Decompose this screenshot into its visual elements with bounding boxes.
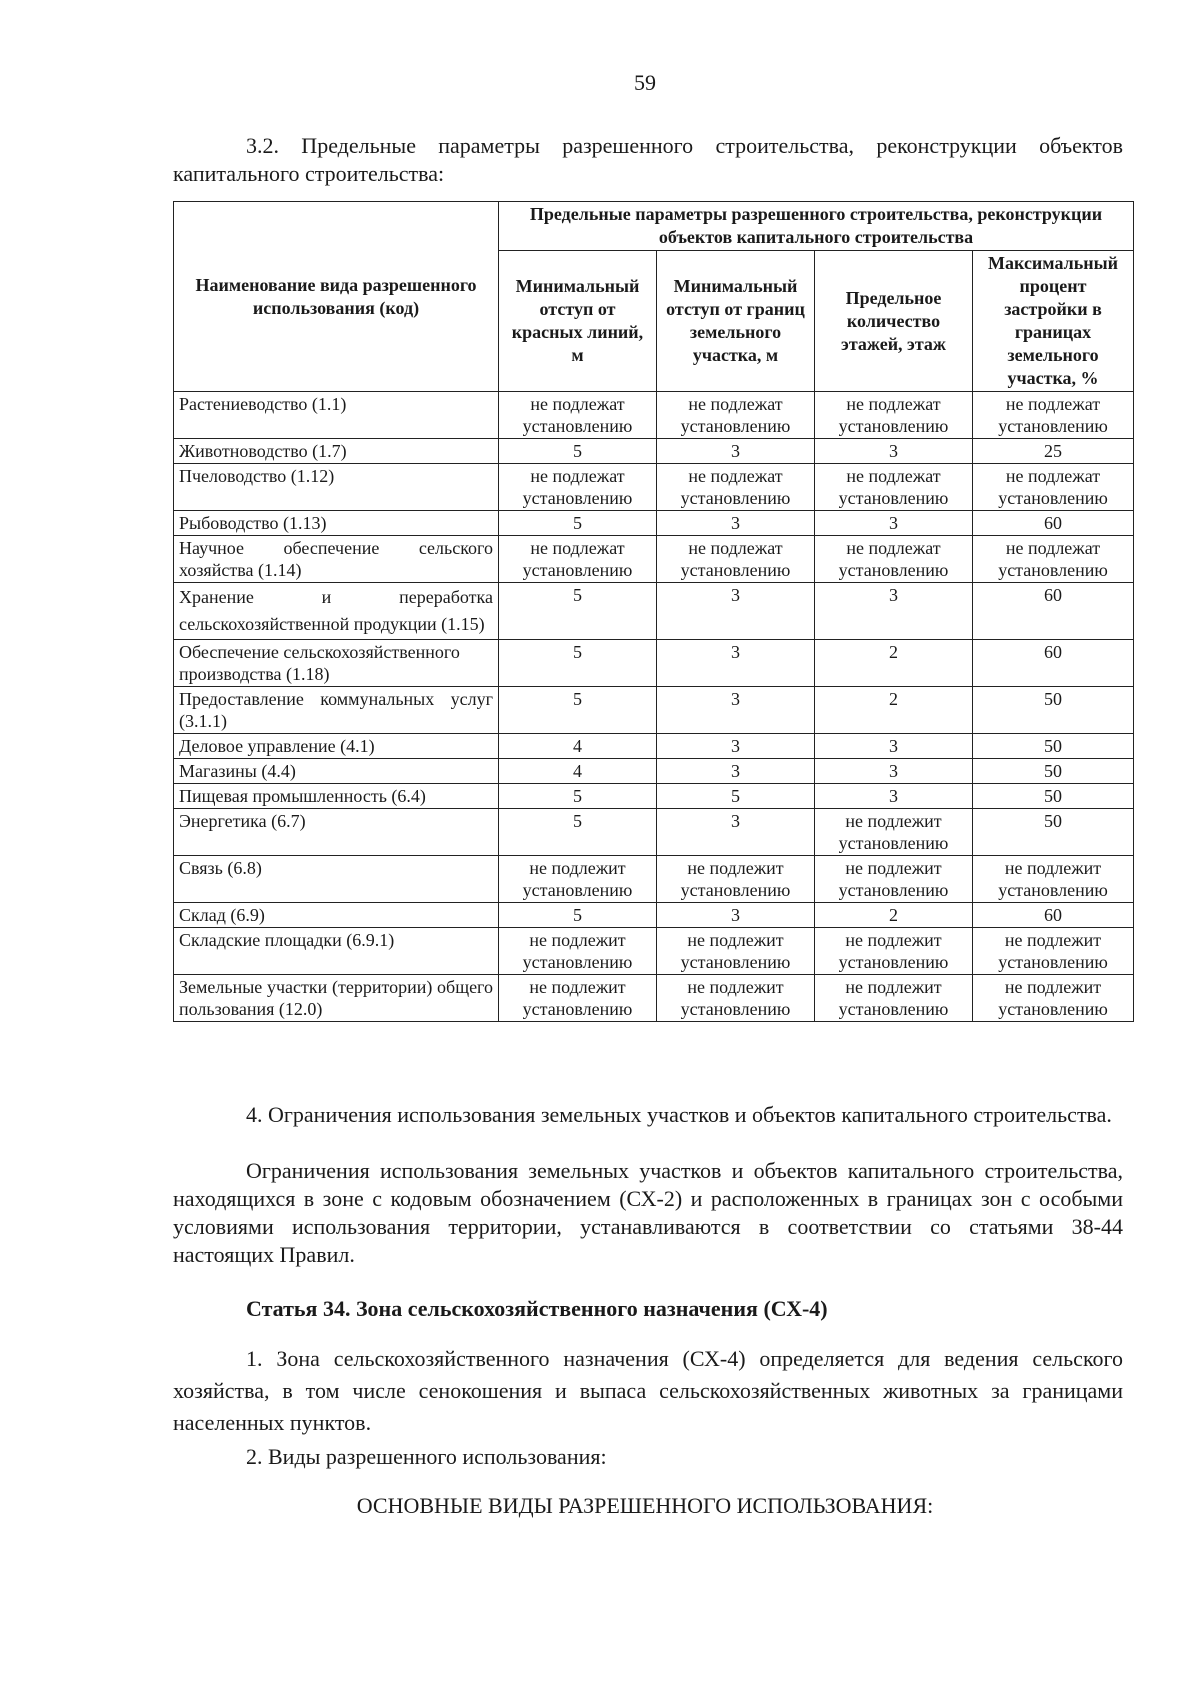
row-value: 5 [499, 809, 657, 856]
table-row [174, 809, 1134, 856]
row-value: 25 [973, 439, 1134, 464]
row-value: 2 [815, 687, 973, 734]
row-value: 50 [973, 759, 1134, 784]
row-name: Пчеловодство (1.12) [174, 464, 499, 511]
header-group: Предельные параметры разрешенного строительства, реконструкции объектов капитального строительства [499, 202, 1134, 251]
table-row [174, 903, 1134, 928]
row-value: не подлежит установлению [973, 856, 1134, 903]
table-row [174, 536, 1134, 583]
header-col2: Минимальный отступ от границ земельного участка, м [657, 251, 815, 392]
row-name: Складские площадки (6.9.1) [174, 928, 499, 975]
article34-paragraph-2: 2. Виды разрешенного использования: [246, 1444, 607, 1469]
row-name: Склад (6.9) [174, 903, 499, 928]
header-name: Наименование вида разрешенного использования (код) [174, 202, 499, 392]
row-name: Магазины (4.4) [174, 759, 499, 784]
row-value: 3 [657, 734, 815, 759]
parameters-table [173, 201, 1134, 1022]
row-value: 4 [499, 759, 657, 784]
table-row [174, 928, 1134, 975]
row-name: Растениеводство (1.1) [174, 392, 499, 439]
table-header-row [174, 202, 1134, 251]
row-value: не подлежит установлению [815, 975, 973, 1022]
row-value: не подлежит установлению [657, 928, 815, 975]
row-value: не подлежит установлению [815, 809, 973, 856]
row-name: Научное обеспечение сельского хозяйства (1.14) [174, 536, 499, 583]
row-value: не подлежат установлению [815, 464, 973, 511]
row-value: не подлежит установлению [499, 975, 657, 1022]
row-value: 3 [815, 583, 973, 640]
table-row [174, 392, 1134, 439]
row-value: 2 [815, 903, 973, 928]
row-value: 50 [973, 784, 1134, 809]
table-row [174, 784, 1134, 809]
page-number: 59 [634, 70, 656, 95]
row-value: 5 [499, 583, 657, 640]
row-value: 60 [973, 903, 1134, 928]
row-value: не подлежит установлению [499, 856, 657, 903]
row-value: 60 [973, 640, 1134, 687]
section4-body: Ограничения использования земельных участков и объектов капитального строительства, находящихся в зоне с кодовым обозначением (СХ-2) и расположенных в границах зон с особыми условиями использования территории, устанавливаются в соответствии со статьями 38-44 настоящих Правил. [173, 1158, 1123, 1267]
row-value: 5 [499, 903, 657, 928]
row-name: Обеспечение сельскохозяйственного производства (1.18) [174, 640, 499, 687]
article34-title: Статья 34. Зона сельскохозяйственного назначения (СХ-4) [246, 1296, 828, 1321]
header-col1: Минимальный отступ от красных линий, м [499, 251, 657, 392]
row-value: 5 [499, 640, 657, 687]
row-value: не подлежат установлению [499, 392, 657, 439]
table-row [174, 640, 1134, 687]
row-value: не подлежит установлению [815, 856, 973, 903]
article34-paragraph-1: 1. Зона сельскохозяйственного назначения (СХ-4) определяется для ведения сельского хозяйства, в том числе сенокошения и выпаса сельскохозяйственных животных за границами населенных пунктов. [173, 1346, 1123, 1435]
row-value: не подлежат установлению [657, 392, 815, 439]
table-row [174, 511, 1134, 536]
row-value: 50 [973, 809, 1134, 856]
header-col4: Максимальный процент застройки в границах земельного участка, % [973, 251, 1134, 392]
header-col3: Предельное количество этажей, этаж [815, 251, 973, 392]
row-value: не подлежат установлению [657, 464, 815, 511]
row-value: не подлежат установлению [973, 392, 1134, 439]
row-value: 3 [657, 759, 815, 784]
row-name: Связь (6.8) [174, 856, 499, 903]
table-row [174, 583, 1134, 640]
row-value: 3 [657, 809, 815, 856]
row-value: не подлежат установлению [973, 464, 1134, 511]
row-value: не подлежит установлению [499, 928, 657, 975]
row-value: 3 [815, 439, 973, 464]
table-row [174, 439, 1134, 464]
row-value: не подлежат установлению [499, 536, 657, 583]
row-value: 2 [815, 640, 973, 687]
row-name: Энергетика (6.7) [174, 809, 499, 856]
table-row [174, 687, 1134, 734]
row-value: не подлежат установлению [973, 536, 1134, 583]
row-value: 60 [973, 511, 1134, 536]
row-value: 50 [973, 734, 1134, 759]
row-value: 3 [657, 903, 815, 928]
row-value: 3 [657, 640, 815, 687]
row-name: Хранение и переработка сельскохозяйственной продукции (1.15) [174, 583, 499, 640]
row-value: не подлежат установлению [815, 536, 973, 583]
row-name: Животноводство (1.7) [174, 439, 499, 464]
row-value: 3 [657, 511, 815, 536]
row-value: не подлежит установлению [657, 856, 815, 903]
table-row [174, 464, 1134, 511]
row-value: не подлежит установлению [815, 928, 973, 975]
row-value: 3 [657, 687, 815, 734]
row-value: 60 [973, 583, 1134, 640]
main-uses-heading: ОСНОВНЫЕ ВИДЫ РАЗРЕШЕННОГО ИСПОЛЬЗОВАНИЯ: [356, 1493, 934, 1518]
row-name: Деловое управление (4.1) [174, 734, 499, 759]
row-value: 5 [499, 784, 657, 809]
row-name: Земельные участки (территории) общего пользования (12.0) [174, 975, 499, 1022]
row-value: 3 [815, 784, 973, 809]
row-value: не подлежат установлению [499, 464, 657, 511]
row-name: Пищевая промышленность (6.4) [174, 784, 499, 809]
row-value: не подлежит установлению [973, 928, 1134, 975]
row-value: 3 [815, 734, 973, 759]
row-value: 4 [499, 734, 657, 759]
intro-paragraph: 3.2. Предельные параметры разрешенного строительства, реконструкции объектов капитального строительства: [173, 133, 1123, 186]
row-value: 3 [815, 759, 973, 784]
section4-title: 4. Ограничения использования земельных участков и объектов капитального строительства. [246, 1102, 1112, 1127]
table-row [174, 734, 1134, 759]
row-name: Рыбоводство (1.13) [174, 511, 499, 536]
row-value: 50 [973, 687, 1134, 734]
row-value: 3 [657, 583, 815, 640]
row-value: 5 [499, 687, 657, 734]
table-row [174, 759, 1134, 784]
row-value: не подлежит установлению [973, 975, 1134, 1022]
row-value: 3 [657, 439, 815, 464]
row-value: 5 [499, 439, 657, 464]
row-value: не подлежат установлению [657, 536, 815, 583]
row-value: не подлежат установлению [815, 392, 973, 439]
table-row [174, 856, 1134, 903]
row-value: 3 [815, 511, 973, 536]
row-value: 5 [657, 784, 815, 809]
row-value: не подлежит установлению [657, 975, 815, 1022]
table-row [174, 975, 1134, 1022]
row-name: Предоставление коммунальных услуг (3.1.1) [174, 687, 499, 734]
row-value: 5 [499, 511, 657, 536]
